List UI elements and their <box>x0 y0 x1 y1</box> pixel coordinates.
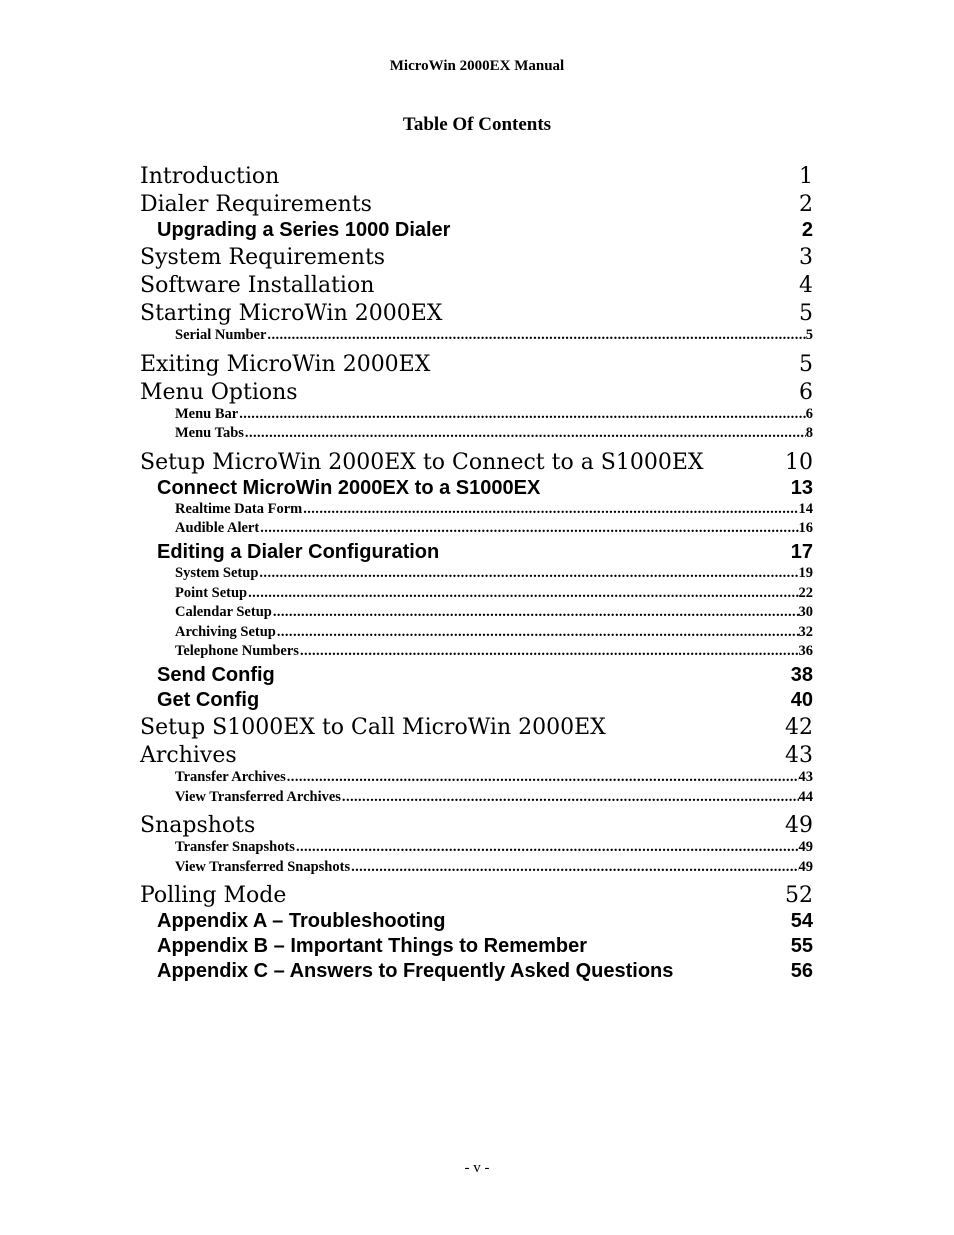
toc-entry-label: View Transferred Snapshots <box>175 858 351 875</box>
toc-entry-page: 55 <box>790 935 813 958</box>
toc-entry-label: Transfer Archives <box>175 768 286 785</box>
toc-entry-page: 49 <box>798 858 813 875</box>
toc-entry-snapshots[interactable] <box>140 806 813 837</box>
dot-leader <box>238 404 806 424</box>
toc-entry-label: Editing a Dialer Configuration <box>157 540 440 563</box>
toc-entry-label: Starting MicroWin 2000EX <box>140 301 443 326</box>
toc-entry-page: 10 <box>785 449 813 475</box>
toc-entry-transfer-archives[interactable] <box>140 767 813 787</box>
toc-title: Table Of Contents <box>402 114 552 135</box>
toc-entry-calendar-setup[interactable] <box>140 602 813 622</box>
toc-entry-introduction[interactable] <box>140 160 813 188</box>
toc-entry-page: 8 <box>805 425 813 442</box>
dot-leader <box>259 518 798 538</box>
toc-entry-menu-options[interactable] <box>140 376 813 404</box>
toc-entry-label: Appendix C – Answers to Frequently Asked Questions <box>157 960 674 983</box>
toc-entry-appendix-c[interactable] <box>140 957 813 982</box>
toc-entry-label: Audible Alert <box>175 520 260 537</box>
page-number: - v - <box>464 1160 490 1176</box>
dot-leader <box>341 787 799 807</box>
dot-leader <box>276 622 799 642</box>
toc-entry-label: Transfer Snapshots <box>175 839 295 856</box>
toc-entry-serial-number[interactable] <box>140 325 813 345</box>
toc-entry-label: Setup S1000EX to Call MicroWin 2000EX <box>140 714 606 740</box>
table-of-contents <box>140 160 813 982</box>
toc-entry-page: 32 <box>798 623 813 640</box>
toc-entry-page: 3 <box>799 245 813 270</box>
toc-entry-label: Connect MicroWin 2000EX to a S1000EX <box>157 476 541 499</box>
toc-entry-setup-s1000ex-call[interactable] <box>140 711 813 739</box>
toc-entry-page: 2 <box>801 219 813 241</box>
toc-entry-page: 14 <box>798 500 813 517</box>
toc-entry-page: 44 <box>798 788 813 805</box>
toc-entry-page: 42 <box>785 714 813 740</box>
toc-entry-page: 30 <box>798 604 813 621</box>
toc-entry-label: Appendix A – Troubleshooting <box>157 910 446 933</box>
dot-leader <box>258 563 798 583</box>
toc-entry-page: 2 <box>799 192 813 217</box>
toc-entry-page: 38 <box>790 663 813 686</box>
dot-leader <box>286 767 799 787</box>
toc-entry-label: Dialer Requirements <box>140 192 372 217</box>
toc-entry-page: 5 <box>799 351 813 377</box>
toc-entry-menu-tabs[interactable] <box>140 423 813 443</box>
toc-entry-label: Setup MicroWin 2000EX to Connect to a S1000EX <box>140 449 704 475</box>
toc-entry-system-setup[interactable] <box>140 563 813 583</box>
toc-entry-page: 49 <box>798 839 813 856</box>
toc-entry-label: Snapshots <box>140 813 256 839</box>
toc-entry-appendix-b[interactable] <box>140 932 813 957</box>
toc-entry-upgrading-series-1000[interactable] <box>140 216 813 241</box>
toc-entry-page: 4 <box>799 273 813 298</box>
toc-entry-page: 56 <box>790 960 813 983</box>
toc-entry-system-requirements[interactable] <box>140 241 813 269</box>
toc-entry-menu-bar[interactable] <box>140 404 813 424</box>
toc-entry-page: 19 <box>798 564 813 581</box>
dot-leader <box>272 602 799 622</box>
toc-entry-label: Menu Bar <box>175 405 239 422</box>
toc-entry-label: Software Installation <box>140 273 375 298</box>
toc-entry-page: 6 <box>799 379 813 405</box>
toc-entry-appendix-a[interactable] <box>140 907 813 932</box>
toc-entry-label: System Setup <box>175 564 259 581</box>
dot-leader <box>350 857 798 877</box>
dot-leader <box>247 583 798 603</box>
toc-entry-telephone-numbers[interactable] <box>140 641 813 661</box>
toc-entry-point-setup[interactable] <box>140 583 813 603</box>
toc-entry-label: Polling Mode <box>140 883 287 909</box>
dot-leader <box>244 423 806 443</box>
toc-entry-page: 6 <box>805 405 813 422</box>
toc-entry-page: 40 <box>790 688 813 711</box>
toc-entry-page: 43 <box>798 768 813 785</box>
dot-leader <box>302 499 798 519</box>
toc-entry-label: Archiving Setup <box>175 623 276 640</box>
toc-entry-page: 13 <box>790 476 813 499</box>
toc-entry-label: Archives <box>140 742 237 768</box>
toc-entry-starting-microwin[interactable] <box>140 297 813 325</box>
toc-entry-label: System Requirements <box>140 245 386 270</box>
toc-entry-label: Telephone Numbers <box>175 643 299 660</box>
toc-entry-page: 49 <box>785 813 813 839</box>
toc-entry-page: 16 <box>798 520 813 537</box>
toc-entry-label: View Transferred Archives <box>175 788 341 805</box>
toc-entry-label: Calendar Setup <box>175 604 272 621</box>
toc-entry-polling-mode[interactable] <box>140 876 813 907</box>
toc-entry-label: Appendix B – Important Things to Remember <box>157 935 588 958</box>
toc-entry-page: 1 <box>799 164 813 189</box>
toc-entry-get-config[interactable] <box>140 686 813 711</box>
toc-entry-page: 17 <box>790 540 813 563</box>
toc-entry-connect-microwin[interactable] <box>140 474 813 499</box>
toc-entry-label: Send Config <box>157 663 275 686</box>
toc-entry-label: Get Config <box>157 688 260 711</box>
dot-leader <box>266 325 805 345</box>
toc-entry-label: Exiting MicroWin 2000EX <box>140 351 431 377</box>
toc-entry-realtime-data-form[interactable] <box>140 499 813 519</box>
toc-entry-label: Menu Options <box>140 379 298 405</box>
toc-entry-editing-dialer-config[interactable] <box>140 538 813 563</box>
toc-entry-page: 43 <box>785 742 813 768</box>
toc-entry-setup-microwin-connect[interactable] <box>140 443 813 474</box>
toc-entry-audible-alert[interactable] <box>140 518 813 538</box>
toc-entry-exiting-microwin[interactable] <box>140 345 813 376</box>
toc-entry-view-transferred-snapshots[interactable] <box>140 857 813 877</box>
toc-entry-page: 52 <box>785 883 813 909</box>
toc-entry-page: 54 <box>790 910 813 933</box>
toc-entry-label: Upgrading a Series 1000 Dialer <box>157 219 451 241</box>
toc-entry-page: 22 <box>798 584 813 601</box>
toc-entry-page: 5 <box>805 327 813 343</box>
toc-entry-label: Realtime Data Form <box>175 500 303 517</box>
toc-entry-archiving-setup[interactable] <box>140 622 813 642</box>
toc-entry-software-installation[interactable] <box>140 269 813 297</box>
toc-entry-dialer-requirements[interactable] <box>140 188 813 216</box>
toc-entry-page: 36 <box>798 643 813 660</box>
toc-entry-label: Serial Number <box>175 327 267 343</box>
dot-leader <box>299 641 799 661</box>
toc-entry-page: 5 <box>799 301 813 326</box>
toc-entry-transfer-snapshots[interactable] <box>140 837 813 857</box>
running-header: MicroWin 2000EX Manual <box>389 58 565 74</box>
toc-entry-label: Menu Tabs <box>175 425 244 442</box>
toc-entry-label: Point Setup <box>175 584 248 601</box>
toc-entry-view-transferred-archives[interactable] <box>140 787 813 807</box>
dot-leader <box>295 837 799 857</box>
toc-entry-label: Introduction <box>140 164 280 189</box>
toc-entry-send-config[interactable] <box>140 661 813 686</box>
